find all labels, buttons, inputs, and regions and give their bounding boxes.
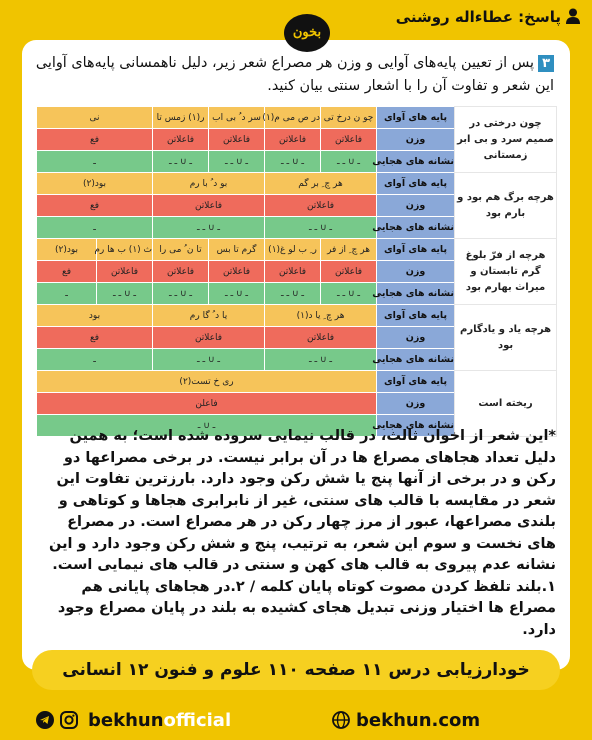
- foot-cell: گرم تا بس: [209, 239, 265, 261]
- foot-cell: بود(۲): [37, 239, 97, 261]
- row-label-foot: پایه های آوای: [377, 239, 455, 261]
- row-label-meter: وزن: [377, 393, 455, 415]
- question-text: [34, 52, 554, 98]
- meter-cell: فاعلاتن: [153, 327, 265, 349]
- meter-cell: فاعلاتن: [153, 129, 209, 151]
- syllable-cell: ـ ∪ ـ ـ: [265, 151, 321, 173]
- row-label-syllable: نشانه های هجایی: [377, 217, 455, 239]
- social-handle-prefix: bekhun: [88, 710, 164, 731]
- question-number: ۳: [538, 55, 554, 72]
- foot-cell: نی: [37, 107, 153, 129]
- foot-cell: بو د ُ با رم: [153, 173, 265, 195]
- explanation-paragraph-2: ۱.بلند تلفظ کردن مصوت کوتاه پایان کلمه / ۲.در هجاهای پایانی هم مصراع ها اختیار وزنی تبدیل هجای کشیده به بلند در پایان مصراع وجود دارد.: [57, 578, 556, 638]
- foot-cell: در ص می م(۱): [265, 107, 321, 129]
- syllable-cell: ـ: [37, 349, 153, 371]
- poem-verse: هرچه از فرّ بلوغ گرم تابستان و میراث بهارم بود: [455, 239, 557, 305]
- meter-cell: فاعلاتن: [321, 261, 377, 283]
- foot-cell: ری خ تست(۲): [37, 371, 377, 393]
- poem-verse: ریخته است: [455, 371, 557, 437]
- syllable-cell: ـ: [37, 283, 97, 305]
- meter-cell: فع: [37, 195, 153, 217]
- row-label-syllable: نشانه های هجایی: [377, 151, 455, 173]
- syllable-cell: ـ: [37, 217, 153, 239]
- meter-cell: فاعلاتن: [209, 129, 265, 151]
- question-body: پس از تعیین پایه‌های آوایی و وزن هر مصراع شعر زیر، دلیل ناهمسانی پایه‌های آوایی این شعر و تفاوت آن را با اشعار سنتی بیان کنید.: [35, 55, 554, 94]
- self-assessment-banner: [32, 650, 560, 690]
- row-label-foot: پایه های آوای: [377, 107, 455, 129]
- telegram-icon[interactable]: [36, 711, 54, 729]
- table-row: [37, 305, 557, 327]
- syllable-cell: ـ ∪ ـ ـ: [153, 217, 265, 239]
- syllable-cell: ـ ∪ ـ ـ: [265, 349, 377, 371]
- foot-cell: هر چ ِ بر گم: [265, 173, 377, 195]
- answer-author-label: پاسخ: عطاءاله روشنی: [395, 8, 561, 26]
- bekhun-logo: [284, 14, 330, 52]
- meter-cell: فاعلاتن: [153, 261, 209, 283]
- foot-cell: ر ِ ب لو غ(۱): [265, 239, 321, 261]
- instagram-icon[interactable]: [60, 711, 78, 729]
- syllable-cell: ـ ∪ ـ ـ: [153, 283, 209, 305]
- prosody-table: [36, 106, 557, 437]
- foot-cell: ث (۱) ب ها رم: [97, 239, 153, 261]
- foot-cell: چو ن درخ تی: [321, 107, 377, 129]
- foot-cell: هر چ ِ از فر: [321, 239, 377, 261]
- foot-cell: بود(۲): [37, 173, 153, 195]
- row-label-meter: وزن: [377, 129, 455, 151]
- foot-cell: یا د ُ گا رم: [153, 305, 265, 327]
- row-label-foot: پایه های آوای: [377, 173, 455, 195]
- row-label-syllable: نشانه های هجایی: [377, 415, 455, 437]
- table-row: [37, 107, 557, 129]
- syllable-cell: ـ ∪ ـ: [37, 415, 377, 437]
- social-handle[interactable]: [88, 710, 231, 731]
- meter-cell: فاعلاتن: [265, 327, 377, 349]
- explanation-paragraph-1: *این شعر از اخوان ثالث، در قالب نیمایی سروده شده است؛ به همین دلیل تعداد هجاهای مصراع ها در آن برابر نیست. در برخی مصراعها دو رکن و در برخی از آنها پنج یا شش رکن وجود دارد. بارزترین تفاوت این شعر در مقایسه با قالب های سنتی، غیر از نابرابری هجاها و کوتاهی و بلندی مصراعها، عبور از مرز چهار رکن در هر مصراع است. در مصراع های نخست و سوم این شعر، به ترتیب، پنج و شش رکن وجود دارد و این نشانه عدم پیروی به قالب های کهن و سنتی در قالب های نیمایی است.: [49, 428, 556, 573]
- foot-cell: تا ن ُ می را: [153, 239, 209, 261]
- row-label-meter: وزن: [377, 195, 455, 217]
- row-label-syllable: نشانه های هجایی: [377, 283, 455, 305]
- syllable-cell: ـ ∪ ـ ـ: [265, 283, 321, 305]
- banner-text: خودارزیابی درس ۱۱ صفحه ۱۱۰ علوم و فنون ۱۲ انسانی: [62, 660, 530, 680]
- meter-cell: فاعلاتن: [97, 261, 153, 283]
- logo-text: بخون: [292, 25, 322, 40]
- user-icon: [566, 8, 580, 24]
- row-label-syllable: نشانه های هجایی: [377, 349, 455, 371]
- poem-verse: چون درختی در صمیم سرد و بی ابر زمستانی: [455, 107, 557, 173]
- syllable-cell: ـ ∪ ـ ـ: [265, 217, 377, 239]
- meter-cell: فاعلاتن: [265, 195, 377, 217]
- syllable-cell: ـ ∪ ـ ـ: [153, 349, 265, 371]
- answer-author: [396, 8, 580, 26]
- row-label-foot: پایه های آوای: [377, 305, 455, 327]
- social-handle-suffix: official: [163, 710, 232, 731]
- foot-cell: بود: [37, 305, 153, 327]
- row-label-meter: وزن: [377, 261, 455, 283]
- table-row: [37, 173, 557, 195]
- meter-cell: فاعلاتن: [153, 195, 265, 217]
- website-link[interactable]: bekhun.com: [356, 710, 481, 731]
- meter-cell: فع: [37, 261, 97, 283]
- footer-bar: [0, 700, 592, 740]
- globe-icon: [332, 711, 350, 729]
- foot-cell: هر چ ِ یا د(۱): [265, 305, 377, 327]
- syllable-cell: ـ ∪ ـ ـ: [209, 151, 265, 173]
- meter-cell: فاعلاتن: [321, 129, 377, 151]
- content-card: [22, 40, 570, 670]
- poem-verse: هرچه برگ هم بود و بارم بود: [455, 173, 557, 239]
- table-row: [37, 371, 557, 393]
- explanation: [34, 426, 556, 641]
- row-label-foot: پایه های آوای: [377, 371, 455, 393]
- meter-cell: فع: [37, 327, 153, 349]
- foot-cell: سر د ُ بی اب: [209, 107, 265, 129]
- syllable-cell: ـ ∪ ـ ـ: [321, 151, 377, 173]
- meter-cell: فاعلاتن: [209, 261, 265, 283]
- table-row: [37, 239, 557, 261]
- syllable-cell: ـ ∪ ـ ـ: [97, 283, 153, 305]
- syllable-cell: ـ ∪ ـ ـ: [153, 151, 209, 173]
- poem-verse: هرچه یاد و یادگارم بود: [455, 305, 557, 371]
- foot-cell: ر(۱) زمس تا: [153, 107, 209, 129]
- syllable-cell: ـ ∪ ـ ـ: [321, 283, 377, 305]
- meter-cell: فع: [37, 129, 153, 151]
- meter-cell: فاعلاتن: [265, 129, 321, 151]
- meter-cell: فاعلن: [37, 393, 377, 415]
- meter-cell: فاعلاتن: [265, 261, 321, 283]
- syllable-cell: ـ: [37, 151, 153, 173]
- syllable-cell: ـ ∪ ـ ـ: [209, 283, 265, 305]
- row-label-meter: وزن: [377, 327, 455, 349]
